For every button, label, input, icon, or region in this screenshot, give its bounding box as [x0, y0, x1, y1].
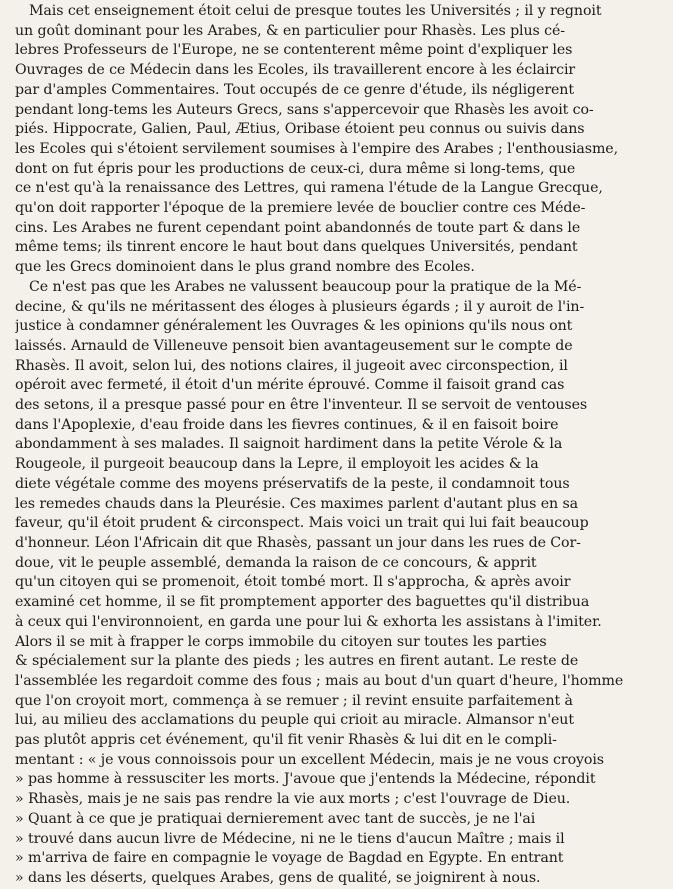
text-line: que les Grecs dominoient dans le plus grand nombre des Ecoles.: [15, 259, 475, 276]
text-line: & spécialement sur la plante des pieds ; les autres en firent autant. Le reste de: [15, 653, 579, 670]
text-line: diete végétale comme des moyens préservatifs de la peste, il condamnoit tous: [15, 475, 570, 492]
text-line: doue, vit le peuple assemblé, demanda la raison de ce concours, & apprit: [15, 554, 537, 571]
text-line: Ce n'est pas que les Arabes ne valussent beaucoup pour la pratique de la Mé-: [29, 278, 582, 295]
text-line: » Rhasès, mais je ne sais pas rendre la vie aux morts ; c'est l'ouvrage de Dieu.: [15, 791, 571, 808]
text-line: lebres Professeurs de l'Europe, ne se contenterent même point d'expliquer les: [15, 42, 573, 59]
text-line: un goût dominant pour les Arabes, & en particulier pour Rhasès. Les plus cé-: [15, 22, 565, 39]
text-line: justice à condamner généralement les Ouvrages & les opinions qu'ils nous ont: [15, 318, 573, 335]
text-line: faveur, qu'il étoit prudent & circonspect. Mais voici un trait qui lui fait beaucoup: [15, 515, 589, 532]
text-line: dans l'Apoplexie, d'eau froide dans les fievres continues, & il en faisoit boire: [15, 416, 559, 433]
body-text: [15, 2, 659, 889]
text-line: qu'un citoyen qui se promenoit, étoit tombé mort. Il s'approcha, & après avoir: [15, 574, 571, 591]
text-line: dont on fut épris pour les productions de ceux-ci, dura même si long-tems, que: [15, 160, 576, 177]
text-line: decine, & qu'ils ne méritassent des éloges à plusieurs égards ; il y auroit de l'in-: [15, 298, 585, 315]
text-line: abondamment à ses malades. Il saignoit hardiment dans la petite Vérole & la: [15, 436, 563, 453]
text-line: piés. Hippocrate, Galien, Paul, Ætius, Oribase étoient peu connus ou suivis dans: [15, 121, 585, 138]
text-line: » dans les déserts, quelques Arabes, gens de qualité, se joignirent à nous.: [15, 869, 541, 886]
text-line: d'honneur. Léon l'Africain dit que Rhasès, passant un jour dans les rues de Cor-: [15, 534, 581, 551]
text-line: Ouvrages de ce Médecin dans les Ecoles, ils travaillerent encore à les éclaircir: [15, 62, 576, 79]
text-line: Rhasès. Il avoit, selon lui, des notions claires, il jugeoit avec circonspection, il: [15, 357, 568, 374]
text-line: même tems; ils tinrent encore le haut bout dans quelques Universités, pendant: [15, 239, 578, 256]
text-line: lui, au milieu des acclamations du peuple qui crioit au miracle. Almansor n'eut: [15, 712, 574, 729]
text-line: les Ecoles qui s'étoient servilement soumises à l'empire des Arabes ; l'enthousiasme,: [15, 140, 619, 157]
text-line: cins. Les Arabes ne furent cependant point abandonnés de toute part & dans le: [15, 219, 581, 236]
text-line: pendant long-tems les Auteurs Grecs, sans s'appercevoir que Rhasès les avoit co-: [15, 101, 594, 118]
text-line: Rougeole, il purgeoit beaucoup dans la Lepre, il employoit les acides & la: [15, 456, 539, 473]
text-line: » trouvé dans aucun livre de Médecine, ni ne le tiens d'aucun Maître ; mais il: [15, 830, 565, 847]
text-line: à ceux qui l'environnoient, en garda une pour lui & exhorta les assistans à l'imiter.: [15, 613, 602, 630]
text-line: que l'on croyoit mort, commença à se remuer ; il revint ensuite parfaitement à: [15, 692, 573, 709]
text-line: Mais cet enseignement étoit celui de presque toutes les Universités ; il y regnoit: [29, 3, 602, 19]
text-line: » m'arriva de faire en compagnie le voyage de Bagdad en Egypte. En entrant: [15, 850, 564, 867]
text-line: mentant : « je vous connoissois pour un excellent Médecin, mais je ne vous croyois: [15, 751, 604, 768]
text-line: ce n'est qu'à la renaissance des Lettres, qui ramena l'étude de la Langue Grecque,: [15, 180, 603, 197]
text-line: par d'amples Commentaires. Tout occupés de ce genre d'étude, ils négligerent: [15, 81, 574, 98]
text-line: examiné cet homme, il se fit promptement apporter des baguettes qu'il distribua: [15, 594, 590, 611]
text-line: des setons, il a presque passé pour en être l'inventeur. Il se servoit de ventouses: [15, 397, 588, 414]
text-line: opéroit avec fermeté, il étoit d'un mérite éprouvé. Comme il faisoit grand cas: [15, 377, 565, 394]
text-line: laissés. Arnauld de Villeneuve pensoit bien avantageusement sur le compte de: [15, 337, 573, 354]
text-line: qu'on doit rapporter l'époque de la premiere levée de bouclier contre ces Méde-: [15, 200, 586, 217]
text-line: les remedes chauds dans la Pleurésie. Ces maximes parlent d'autant plus en sa: [15, 495, 579, 512]
text-line: pas plutôt appris cet événement, qu'il fit venir Rhasès & lui dit en le compli-: [15, 732, 557, 749]
text-line: l'assemblée les regardoit comme des fous ; mais au bout d'un quart d'heure, l'homme: [15, 672, 624, 689]
text-line: » pas homme à ressusciter les morts. J'avoue que j'entends la Médecine, répondit: [15, 771, 596, 788]
text-line: » Quant à ce que je pratiquai dernierement avec tant de succès, je ne l'ai: [15, 810, 536, 827]
text-line: Alors il se mit à frapper le corps immobile du citoyen sur toutes les parties: [15, 633, 547, 650]
